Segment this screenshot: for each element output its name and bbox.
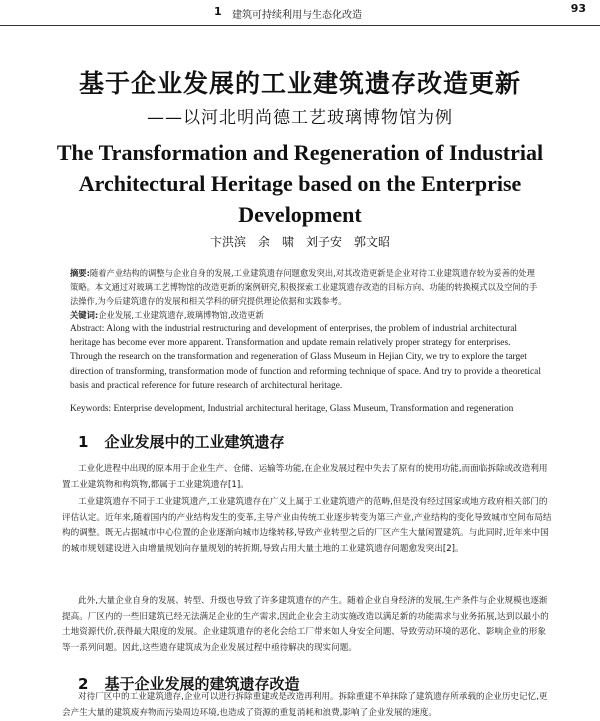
section-1-paragraph-1: 工业化进程中出现的原本用于企业生产、仓储、运输等功能,在企业发展过程中失去了原有的使用功能,而面临拆除或改造利用置工业建筑物和构筑物,都属于工业建筑遗存[1]。 xyxy=(62,464,548,490)
paper-title-english: The Transformation and Regeneration of Industrial Architectural Heritage based on the Enterprise Development xyxy=(56,140,544,227)
header-section-number: 1 xyxy=(214,5,222,18)
paper-title-chinese: 基于企业发展的工业建筑遗存改造更新 xyxy=(78,69,521,98)
page-number: 93 xyxy=(570,2,586,15)
keywords-english xyxy=(70,402,542,416)
keywords-chinese xyxy=(70,308,542,322)
section-1-title: 企业发展中的工业建筑遗存 xyxy=(104,433,285,451)
abstract-en-text: Along with the industrial restructuring and development of enterprises, the problem of industrial architectural heritage has become ever more apparent. Transformation and update remain relatively proper strategy for enterprises. Through the research on the transformation and regeneration of Glass Museum in Hejian City, we try to explore the target direction of transforming, transformation mode of function and reforming technique of space. And try to provide a theoretical basis and practical reference for future research of architectural heritage. xyxy=(70,324,541,391)
section-2-paragraph-1: 对待厂区中的工业建筑遗存,企业可以进行拆除重建或是改造再利用。拆除重建不单抹除了建筑遗存所承载的企业历史记忆,更会产生大量的建筑废弃物而污染周边环境,也造成了资源的重复消耗和浪费,影响了企业发展的速度。 xyxy=(62,692,548,718)
section-1-number: 1 xyxy=(78,433,89,451)
section-2-title: 基于企业发展的建筑遗存改造 xyxy=(104,675,300,693)
keywords-cn-text: 企业发展,工业建筑遗存,玻璃博物馆,改造更新 xyxy=(98,310,264,320)
abstract-cn-text: 随着产业结构的调整与企业自身的发展,工业建筑遗存问题愈发突出,对其改造更新是企业对待工业建筑遗存较为妥善的处理策略。本文通过对玻璃工艺博物馆的改造更新的案例研究,积极探索工业建筑遗存改造的目标方向、功能的转换模式以及空间的手法操作,为今后建筑遗存的发展和相关学科的研究提供理论依据和实践参考。 xyxy=(70,268,538,306)
keywords-cn-label: 关键词: xyxy=(70,310,99,320)
abstract-chinese xyxy=(70,266,542,308)
paper-subtitle-chinese: ——以河北明尚德工艺玻璃博物馆为例 xyxy=(147,108,453,128)
section-2-number: 2 xyxy=(78,675,89,693)
abstract-english xyxy=(70,322,542,393)
abstract-cn-label: 摘要: xyxy=(70,268,90,278)
section-1-heading xyxy=(78,431,284,452)
header-section-title: 建筑可持续利用与生态化改造 xyxy=(232,10,362,21)
section-1-paragraph-2: 工业建筑遗存不同于工业建筑遗产,工业建筑遗存在广义上属于工业建筑遗产的范畴,但是没有经过国家或地方政府相关部门的评估认定。近年来,随着国内的产业结构发生的变革,主导产业由传统工业逐步转变为第三产业,产业结构的变化导致城市空间布局结构的调整。既无占据城市中心位置的企业逐渐向城市边缘转移,导致产业转型之后的厂区产生大量闲置建筑。与此同时,近年来中国的城市规划建设进入由增量规划向存量规划的转折期,导致占用大量土地的工业建筑遗存问题愈发突出[2]。 xyxy=(62,497,552,554)
section-1-paragraph-3: 此外,大量企业自身的发展、转型、升级也导致了许多建筑遗存的产生。随着企业自身经济的发展,生产条件与企业规模也逐渐提高。厂区内的一些旧建筑已经无法满足企业的生产需求,因此企业会主动实施改造以满足新的功能需求与业务拓展,达到以最小的土地资源代价,获得最大限度的发展。企业建筑遗存的老化会给工厂带来如人身安全问题、导致劳动环境的恶化、影响企业的形象等一系列问题。因此,这些遗存建筑成为企业发展过程中亟待解决的现实问题。 xyxy=(62,596,549,653)
author-list: 卞洪滨 余 啸 刘子安 郭文昭 xyxy=(209,235,390,249)
running-header xyxy=(0,0,600,26)
keywords-en-text: Enterprise development, Industrial architectural heritage, Glass Museum, Transformation and regeneration xyxy=(113,404,514,414)
abstract-en-label: Abstract: xyxy=(70,324,105,334)
keywords-en-label: Keywords: xyxy=(70,404,112,414)
